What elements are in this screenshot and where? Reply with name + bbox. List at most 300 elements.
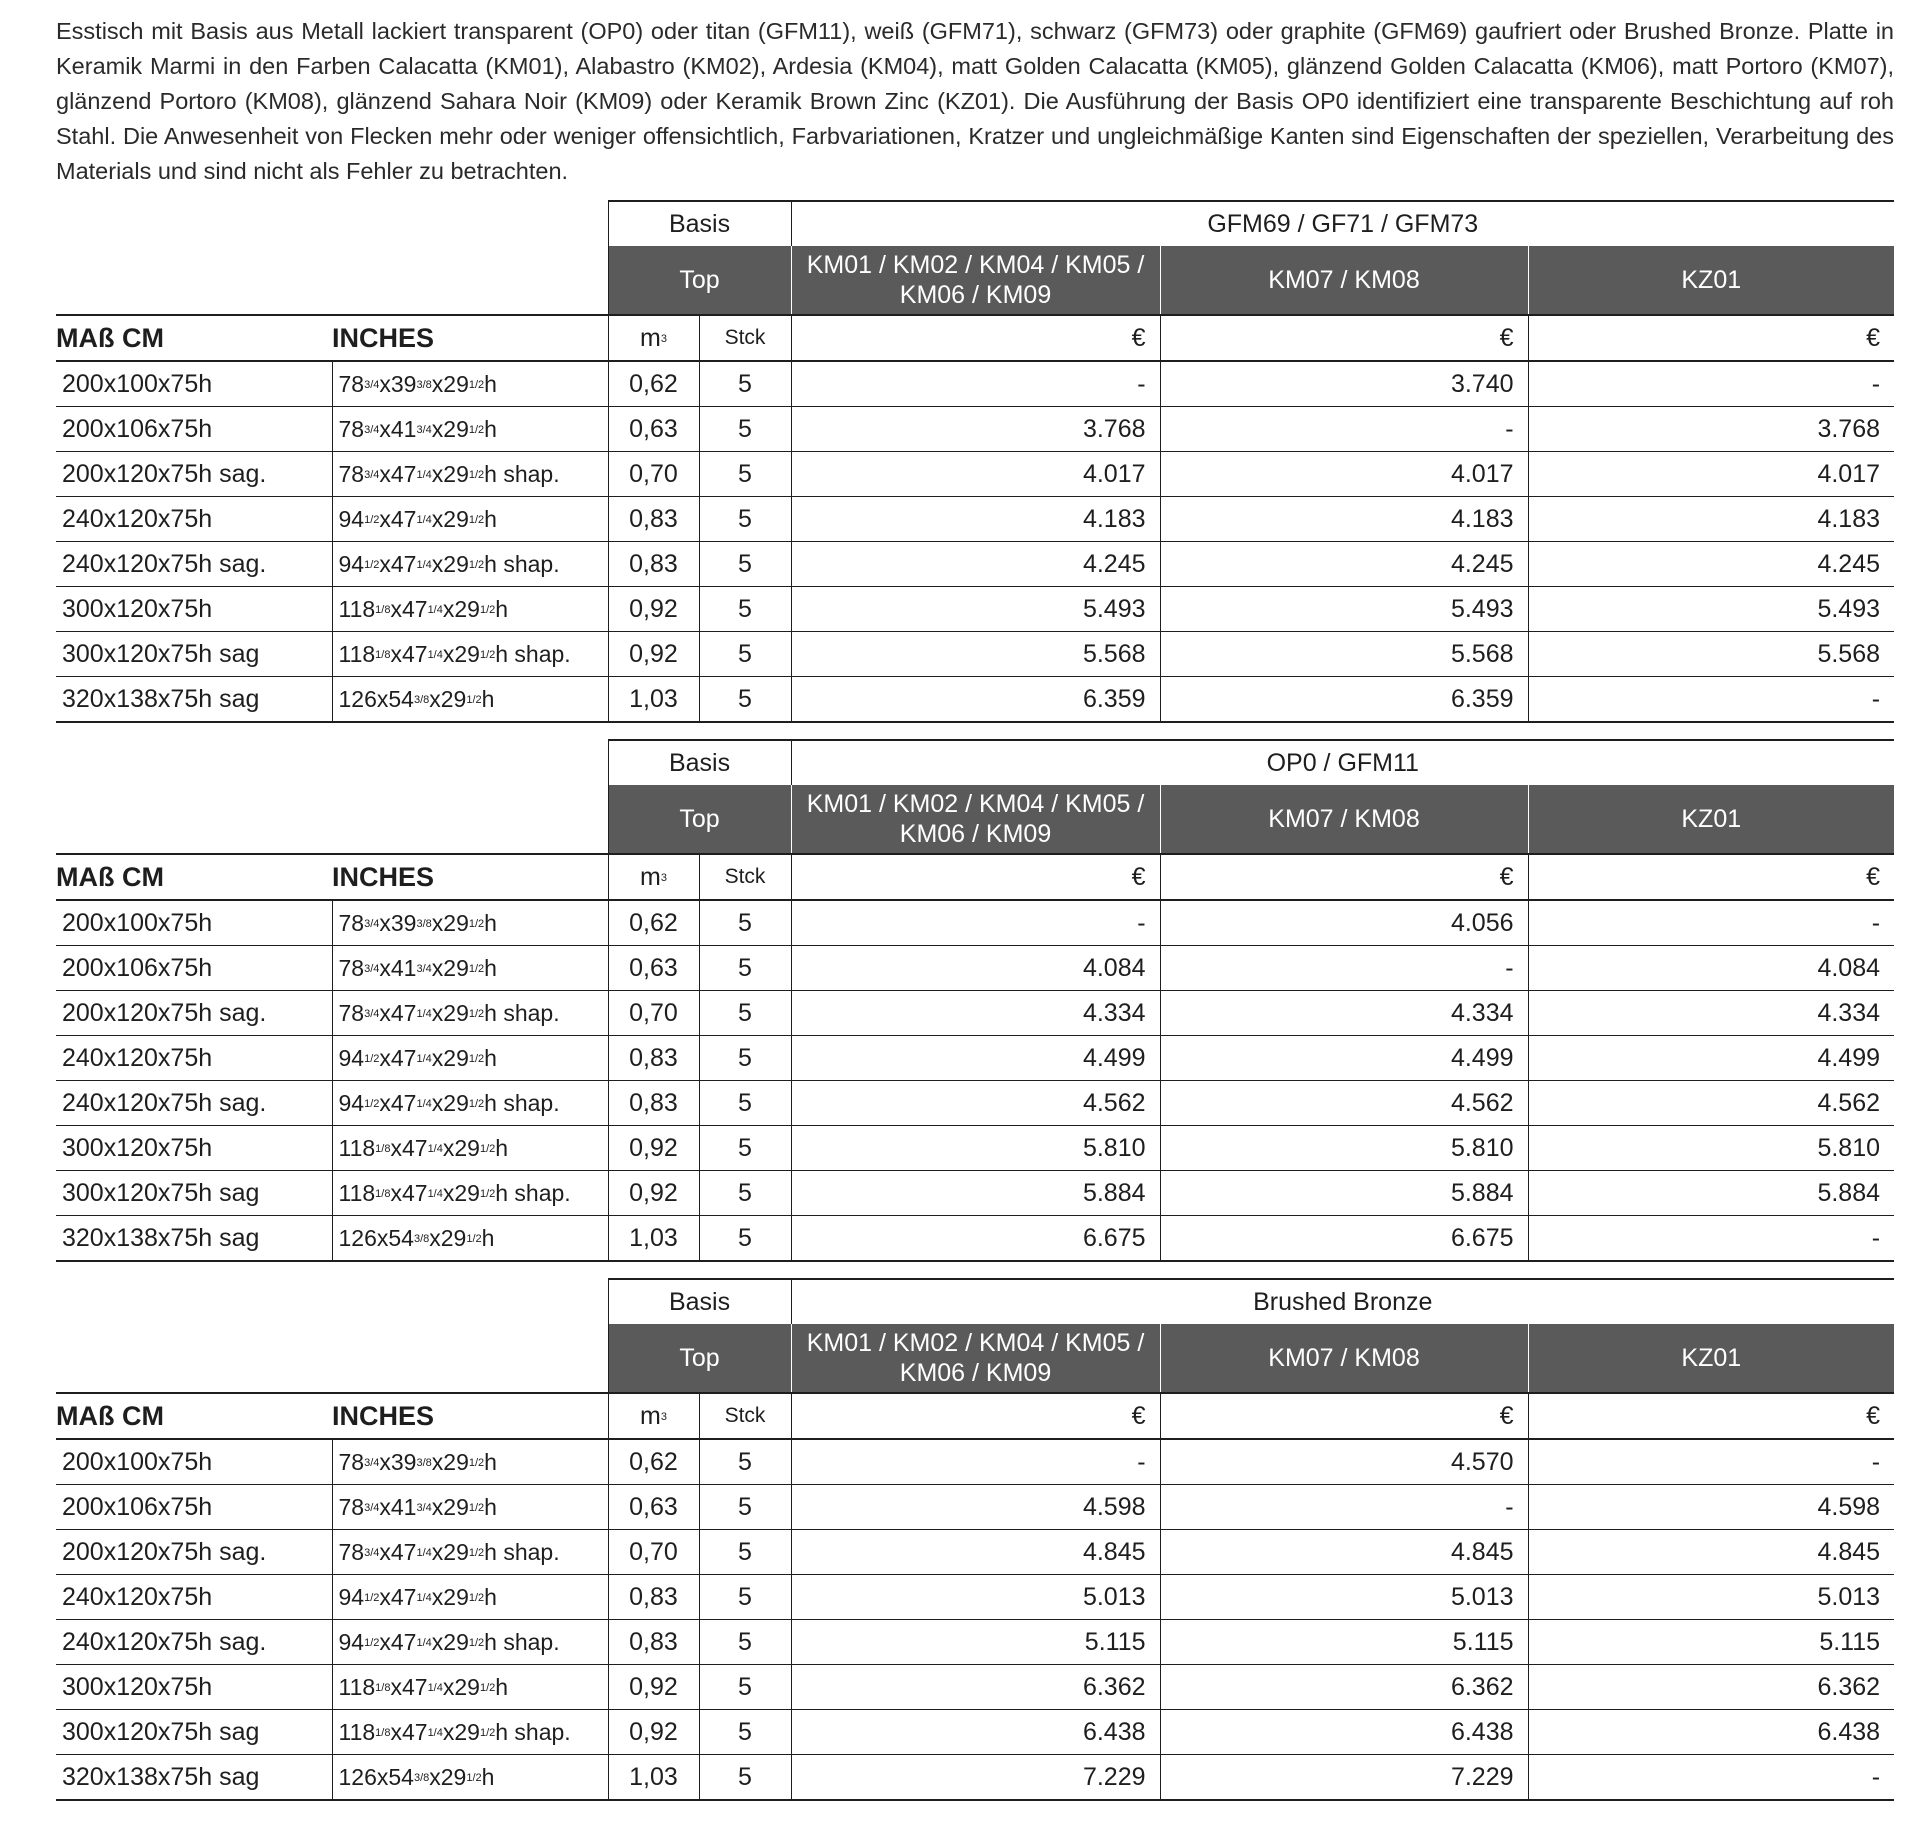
table-row	[56, 1485, 1894, 1530]
inch-fraction: 3/8	[413, 693, 430, 706]
col-header-currency: €	[1160, 854, 1528, 900]
inch-fraction: 1/2	[479, 1681, 496, 1694]
col-header-m3	[608, 315, 699, 361]
size-cm: 200x106x75h	[56, 946, 332, 991]
inch-fraction: 1/8	[375, 603, 391, 616]
price-cell: 5.810	[1528, 1126, 1894, 1171]
inch-part: 118	[338, 1718, 376, 1745]
price-cell: 6.359	[1160, 677, 1528, 723]
pieces: 5	[699, 1126, 791, 1171]
basis-label: Basis	[608, 740, 791, 785]
column-header-row	[56, 854, 1894, 900]
volume-m3: 0,62	[608, 1439, 699, 1485]
size-inches	[332, 946, 608, 991]
size-cm: 300x120x75h sag	[56, 1710, 332, 1755]
inch-part: x29	[431, 370, 469, 397]
price-cell: 4.570	[1160, 1439, 1528, 1485]
m3-exponent: 3	[660, 871, 667, 884]
inch-fraction: 1/2	[466, 693, 482, 706]
inch-part: x47	[390, 1134, 428, 1161]
table-row	[56, 361, 1894, 407]
inch-fraction: 1/2	[468, 1591, 485, 1604]
table-row	[56, 1710, 1894, 1755]
inch-fraction: 3/4	[364, 1007, 380, 1020]
size-cm: 200x100x75h	[56, 900, 332, 946]
inch-fraction: 1/4	[427, 1187, 443, 1200]
price-cell: 4.845	[791, 1530, 1160, 1575]
pieces: 5	[699, 361, 791, 407]
inch-part: x47	[390, 1718, 428, 1745]
table-row	[56, 587, 1894, 632]
size-cm: 320x138x75h sag	[56, 1755, 332, 1801]
inch-part: h	[484, 1448, 497, 1475]
price-cell: 6.362	[1528, 1665, 1894, 1710]
price-cell: 4.056	[1160, 900, 1528, 946]
table-row	[56, 1530, 1894, 1575]
inch-part: h	[484, 370, 497, 397]
blank-cell	[56, 785, 608, 854]
inch-fraction: 1/2	[479, 1142, 496, 1155]
size-cm: 240x120x75h sag.	[56, 1081, 332, 1126]
inch-part: x29	[431, 1583, 469, 1610]
inch-part: h	[484, 1493, 497, 1520]
inch-part: h shap.	[484, 1538, 560, 1565]
inch-part: 118	[338, 1673, 376, 1700]
inch-fraction: 1/2	[364, 1052, 380, 1065]
price-cell: 6.438	[791, 1710, 1160, 1755]
inch-fraction: 1/4	[416, 1546, 432, 1559]
pieces: 5	[699, 632, 791, 677]
price-cell: -	[1528, 1439, 1894, 1485]
size-inches	[332, 587, 608, 632]
pieces: 5	[699, 1485, 791, 1530]
pieces: 5	[699, 991, 791, 1036]
volume-m3: 0,63	[608, 946, 699, 991]
price-cell: 5.884	[791, 1171, 1160, 1216]
inch-part: x47	[390, 595, 428, 622]
inch-part: x47	[390, 1179, 428, 1206]
inch-part: x29	[431, 1089, 469, 1116]
price-cell: 5.115	[791, 1620, 1160, 1665]
table-row	[56, 1665, 1894, 1710]
pieces: 5	[699, 542, 791, 587]
table-row	[56, 1439, 1894, 1485]
price-cell: 4.499	[1528, 1036, 1894, 1081]
inch-part: x29	[442, 1673, 480, 1700]
inch-part: x47	[390, 640, 428, 667]
intro-text: Esstisch mit Basis aus Metall lackiert transparent (OP0) oder titan (GFM11), weiß (GFM71), schwarz (GFM73) oder graphite (GFM69) gaufriert oder Brushed Bronze. Platte in Keramik Marmi in den Farben Calacatta (KM01), Alabastro (KM02), Ardesia (KM04), matt Golden Calacatta (KM05), glänzend Golden Calacatta (KM06), matt Portoro (KM07), glänzend Portoro (KM08), glänzend Sahara Noir (KM09) oder Keramik Brown Zinc (KZ01). Die Ausführung der Basis OP0 identifiziert eine transparente Beschichtung auf roh Stahl. Die Anwesenheit von Flecken mehr oder weniger offensichtlich, Farbvariationen, Kratzer und ungleichmäßige Kanten sind Eigenschaften der speziellen, Verarbeitung des Materials und sind nicht als Fehler zu betrachten.	[56, 18, 1894, 184]
column-header-row	[56, 315, 1894, 361]
inch-fraction: 1/4	[416, 1636, 432, 1649]
inch-part: 94	[338, 505, 365, 532]
pieces: 5	[699, 1439, 791, 1485]
price-table	[56, 200, 1894, 723]
inch-part: x29	[431, 909, 469, 936]
inch-part: h shap.	[484, 1628, 560, 1655]
size-inches	[332, 1755, 608, 1801]
inch-fraction: 1/2	[364, 1636, 380, 1649]
basis-label: Basis	[608, 201, 791, 246]
size-cm: 240x120x75h sag.	[56, 1620, 332, 1665]
inch-part: 78	[338, 999, 365, 1026]
price-cell: 4.562	[1528, 1081, 1894, 1126]
pieces: 5	[699, 900, 791, 946]
inch-part: x29	[431, 1493, 469, 1520]
inch-part: x47	[379, 1628, 417, 1655]
price-cell: -	[791, 1439, 1160, 1485]
table-row	[56, 1126, 1894, 1171]
size-cm: 240x120x75h	[56, 1575, 332, 1620]
inch-part: x29	[431, 460, 469, 487]
col-header-inches: INCHES	[332, 854, 608, 900]
price-cell: 4.017	[1528, 452, 1894, 497]
col-header-currency: €	[1160, 315, 1528, 361]
size-inches	[332, 1216, 608, 1262]
top-column-header: KM07 / KM08	[1160, 246, 1528, 315]
size-cm: 200x120x75h sag.	[56, 991, 332, 1036]
inch-part: x47	[379, 1583, 417, 1610]
price-cell: 4.598	[791, 1485, 1160, 1530]
inch-part: x29	[431, 999, 469, 1026]
col-header-cm: MAß CM	[56, 315, 332, 361]
inch-part: 126x54	[338, 1763, 414, 1790]
inch-fraction: 1/2	[364, 558, 380, 571]
size-inches	[332, 632, 608, 677]
inch-part: x29	[442, 595, 480, 622]
inch-part: h	[484, 909, 497, 936]
table-row	[56, 1081, 1894, 1126]
inch-fraction: 1/2	[468, 468, 485, 481]
m3-label: m	[640, 862, 661, 891]
inch-part: x47	[379, 999, 417, 1026]
inch-part: h shap.	[484, 999, 560, 1026]
size-inches	[332, 1126, 608, 1171]
pieces: 5	[699, 587, 791, 632]
price-table	[56, 739, 1894, 1262]
inch-fraction: 1/2	[466, 1232, 482, 1245]
pieces: 5	[699, 1620, 791, 1665]
price-cell: 4.562	[1160, 1081, 1528, 1126]
price-cell: 4.084	[791, 946, 1160, 991]
col-header-currency: €	[791, 1393, 1160, 1439]
pieces: 5	[699, 677, 791, 723]
blank-cell	[56, 740, 608, 785]
table-row	[56, 1216, 1894, 1262]
blank-cell	[56, 1324, 608, 1393]
price-cell: 4.334	[1160, 991, 1528, 1036]
inch-part: h	[481, 1763, 495, 1790]
col-header-currency: €	[791, 315, 1160, 361]
size-inches	[332, 497, 608, 542]
size-cm: 300x120x75h	[56, 587, 332, 632]
size-inches	[332, 1710, 608, 1755]
inch-fraction: 1/2	[466, 1771, 482, 1784]
pieces: 5	[699, 1755, 791, 1801]
inch-part: x29	[431, 550, 469, 577]
inch-part: h shap.	[484, 550, 560, 577]
size-cm: 240x120x75h	[56, 497, 332, 542]
top-column-header: KM07 / KM08	[1160, 1324, 1528, 1393]
top-row	[56, 1324, 1894, 1393]
inch-part: x29	[429, 1763, 467, 1790]
inch-part: x47	[379, 550, 417, 577]
price-cell: 5.810	[1160, 1126, 1528, 1171]
price-cell: 3.740	[1160, 361, 1528, 407]
volume-m3: 1,03	[608, 1216, 699, 1262]
size-cm: 300x120x75h sag	[56, 1171, 332, 1216]
inch-fraction: 3/8	[413, 1771, 430, 1784]
size-inches	[332, 991, 608, 1036]
inch-part: h	[484, 505, 497, 532]
volume-m3: 1,03	[608, 1755, 699, 1801]
top-column-header: KM01 / KM02 / KM04 / KM05 / KM06 / KM09	[791, 1324, 1160, 1393]
inch-part: 78	[338, 415, 365, 442]
inch-part: x47	[390, 1673, 428, 1700]
top-column-header: KZ01	[1528, 1324, 1894, 1393]
top-row	[56, 785, 1894, 854]
size-inches	[332, 1081, 608, 1126]
pieces: 5	[699, 497, 791, 542]
price-cell: 7.229	[791, 1755, 1160, 1801]
col-header-stck: Stck	[699, 854, 791, 900]
inch-part: 78	[338, 1493, 365, 1520]
price-cell: 6.362	[791, 1665, 1160, 1710]
pieces: 5	[699, 1081, 791, 1126]
volume-m3: 0,63	[608, 1485, 699, 1530]
price-cell: 4.845	[1160, 1530, 1528, 1575]
volume-m3: 0,83	[608, 1575, 699, 1620]
size-inches	[332, 900, 608, 946]
price-cell: 4.562	[791, 1081, 1160, 1126]
table-row	[56, 497, 1894, 542]
volume-m3: 0,70	[608, 991, 699, 1036]
size-inches	[332, 1530, 608, 1575]
inch-fraction: 1/2	[468, 1636, 485, 1649]
inch-part: h	[484, 1583, 497, 1610]
basis-value: OP0 / GFM11	[791, 740, 1894, 785]
price-cell: 5.115	[1528, 1620, 1894, 1665]
inch-part: x29	[442, 1718, 480, 1745]
table-row	[56, 452, 1894, 497]
inch-fraction: 1/2	[468, 1501, 485, 1514]
inch-fraction: 1/4	[416, 1007, 432, 1020]
inch-fraction: 3/4	[364, 962, 380, 975]
pieces: 5	[699, 1036, 791, 1081]
top-column-header: KM01 / KM02 / KM04 / KM05 / KM06 / KM09	[791, 246, 1160, 315]
inch-part: x47	[379, 1044, 417, 1071]
inch-fraction: 1/4	[416, 1097, 432, 1110]
inch-fraction: 3/4	[364, 1501, 380, 1514]
inch-fraction: 1/2	[364, 1591, 380, 1604]
inch-part: 94	[338, 1089, 365, 1116]
inch-part: x29	[431, 415, 469, 442]
top-row	[56, 246, 1894, 315]
price-cell: -	[1528, 1216, 1894, 1262]
price-cell: 3.768	[791, 407, 1160, 452]
price-cell: 5.568	[1160, 632, 1528, 677]
price-cell: -	[1160, 946, 1528, 991]
blank-cell	[56, 246, 608, 315]
price-cell: -	[1528, 900, 1894, 946]
inch-fraction: 1/2	[468, 1097, 485, 1110]
price-cell: 4.598	[1528, 1485, 1894, 1530]
inch-fraction: 1/2	[468, 423, 485, 436]
inch-part: h shap.	[484, 460, 560, 487]
price-cell: 4.084	[1528, 946, 1894, 991]
inch-part: 78	[338, 954, 365, 981]
table-row	[56, 542, 1894, 587]
price-cell: -	[1528, 1755, 1894, 1801]
inch-part: h shap.	[495, 1718, 571, 1745]
inch-fraction: 1/4	[416, 1052, 432, 1065]
inch-fraction: 3/4	[364, 378, 380, 391]
inch-fraction: 1/8	[375, 1726, 391, 1739]
size-inches	[332, 1171, 608, 1216]
col-header-stck: Stck	[699, 315, 791, 361]
inch-part: h shap.	[484, 1089, 560, 1116]
inch-fraction: 1/4	[416, 558, 432, 571]
volume-m3: 0,62	[608, 361, 699, 407]
volume-m3: 0,92	[608, 587, 699, 632]
table-row	[56, 1755, 1894, 1801]
inch-part: h	[495, 1134, 509, 1161]
inch-part: x41	[379, 954, 417, 981]
size-cm: 200x100x75h	[56, 1439, 332, 1485]
pieces: 5	[699, 1530, 791, 1575]
inch-fraction: 1/2	[468, 513, 485, 526]
column-header-row	[56, 1393, 1894, 1439]
inch-fraction: 1/4	[416, 468, 432, 481]
inch-part: x29	[442, 1134, 480, 1161]
top-column-header: KM01 / KM02 / KM04 / KM05 / KM06 / KM09	[791, 785, 1160, 854]
col-header-currency: €	[1528, 315, 1894, 361]
inch-fraction: 1/4	[416, 513, 432, 526]
size-cm: 300x120x75h	[56, 1665, 332, 1710]
size-cm: 240x120x75h sag.	[56, 542, 332, 587]
price-cell: 5.884	[1528, 1171, 1894, 1216]
size-inches	[332, 452, 608, 497]
table-row	[56, 632, 1894, 677]
inch-part: x29	[431, 1044, 469, 1071]
blank-cell	[56, 1279, 608, 1324]
inch-part: x29	[431, 1628, 469, 1655]
top-column-header: KM07 / KM08	[1160, 785, 1528, 854]
price-cell: 4.245	[1528, 542, 1894, 587]
col-header-currency: €	[1528, 1393, 1894, 1439]
size-cm: 200x120x75h sag.	[56, 1530, 332, 1575]
price-cell: 4.017	[791, 452, 1160, 497]
inch-part: 126x54	[338, 1224, 414, 1251]
price-cell: 4.183	[1160, 497, 1528, 542]
inch-fraction: 3/8	[416, 1456, 432, 1469]
price-cell: 4.334	[791, 991, 1160, 1036]
price-cell: 6.438	[1160, 1710, 1528, 1755]
col-header-stck: Stck	[699, 1393, 791, 1439]
basis-value: GFM69 / GF71 / GFM73	[791, 201, 1894, 246]
price-cell: 4.245	[791, 542, 1160, 587]
table-row	[56, 1620, 1894, 1665]
price-cell: -	[791, 900, 1160, 946]
inch-part: x29	[442, 1179, 480, 1206]
price-cell: 5.115	[1160, 1620, 1528, 1665]
inch-fraction: 1/4	[427, 1726, 443, 1739]
inch-part: x29	[429, 685, 467, 712]
col-header-cm: MAß CM	[56, 1393, 332, 1439]
inch-fraction: 1/2	[468, 378, 485, 391]
size-inches	[332, 1620, 608, 1665]
pieces: 5	[699, 946, 791, 991]
size-inches	[332, 1665, 608, 1710]
inch-part: x29	[431, 1448, 469, 1475]
inch-fraction: 1/4	[427, 1142, 443, 1155]
price-cell: -	[1528, 677, 1894, 723]
price-cell: 6.675	[791, 1216, 1160, 1262]
volume-m3: 0,62	[608, 900, 699, 946]
inch-fraction: 1/4	[416, 1591, 432, 1604]
inch-part: 94	[338, 1583, 365, 1610]
price-cell: 4.017	[1160, 452, 1528, 497]
table-row	[56, 677, 1894, 723]
inch-fraction: 3/4	[364, 1546, 380, 1559]
size-inches	[332, 1485, 608, 1530]
table-row	[56, 1575, 1894, 1620]
col-header-cm: MAß CM	[56, 854, 332, 900]
size-inches	[332, 542, 608, 587]
volume-m3: 0,83	[608, 1081, 699, 1126]
volume-m3: 0,83	[608, 497, 699, 542]
size-inches	[332, 361, 608, 407]
inch-fraction: 1/8	[375, 1187, 391, 1200]
inch-part: x47	[379, 460, 417, 487]
col-header-inches: INCHES	[332, 1393, 608, 1439]
inch-part: 78	[338, 1448, 365, 1475]
price-cell: -	[1160, 407, 1528, 452]
basis-label: Basis	[608, 1279, 791, 1324]
price-cell: 5.013	[791, 1575, 1160, 1620]
inch-fraction: 1/8	[375, 648, 391, 661]
price-cell: 4.183	[1528, 497, 1894, 542]
inch-part: 94	[338, 1628, 365, 1655]
inch-fraction: 1/4	[427, 603, 443, 616]
price-cell: 3.768	[1528, 407, 1894, 452]
inch-fraction: 3/8	[416, 378, 432, 391]
volume-m3: 0,92	[608, 632, 699, 677]
table-row	[56, 900, 1894, 946]
price-cell: 5.013	[1160, 1575, 1528, 1620]
inch-part: x29	[431, 1538, 469, 1565]
price-cell: 6.359	[791, 677, 1160, 723]
pieces: 5	[699, 452, 791, 497]
pieces: 5	[699, 1171, 791, 1216]
inch-part: h	[484, 415, 497, 442]
volume-m3: 1,03	[608, 677, 699, 723]
inch-part: x41	[379, 1493, 417, 1520]
inch-fraction: 1/2	[364, 1097, 380, 1110]
inch-fraction: 1/2	[468, 917, 485, 930]
volume-m3: 0,70	[608, 1530, 699, 1575]
price-cell: 5.493	[1160, 587, 1528, 632]
inch-part: h	[484, 1044, 497, 1071]
price-cell: 4.845	[1528, 1530, 1894, 1575]
size-inches	[332, 1439, 608, 1485]
table-row	[56, 1171, 1894, 1216]
volume-m3: 0,70	[608, 452, 699, 497]
inch-part: x47	[379, 1538, 417, 1565]
price-cell: 7.229	[1160, 1755, 1528, 1801]
inch-fraction: 3/4	[416, 1501, 432, 1514]
price-cell: -	[1160, 1485, 1528, 1530]
pieces: 5	[699, 1710, 791, 1755]
